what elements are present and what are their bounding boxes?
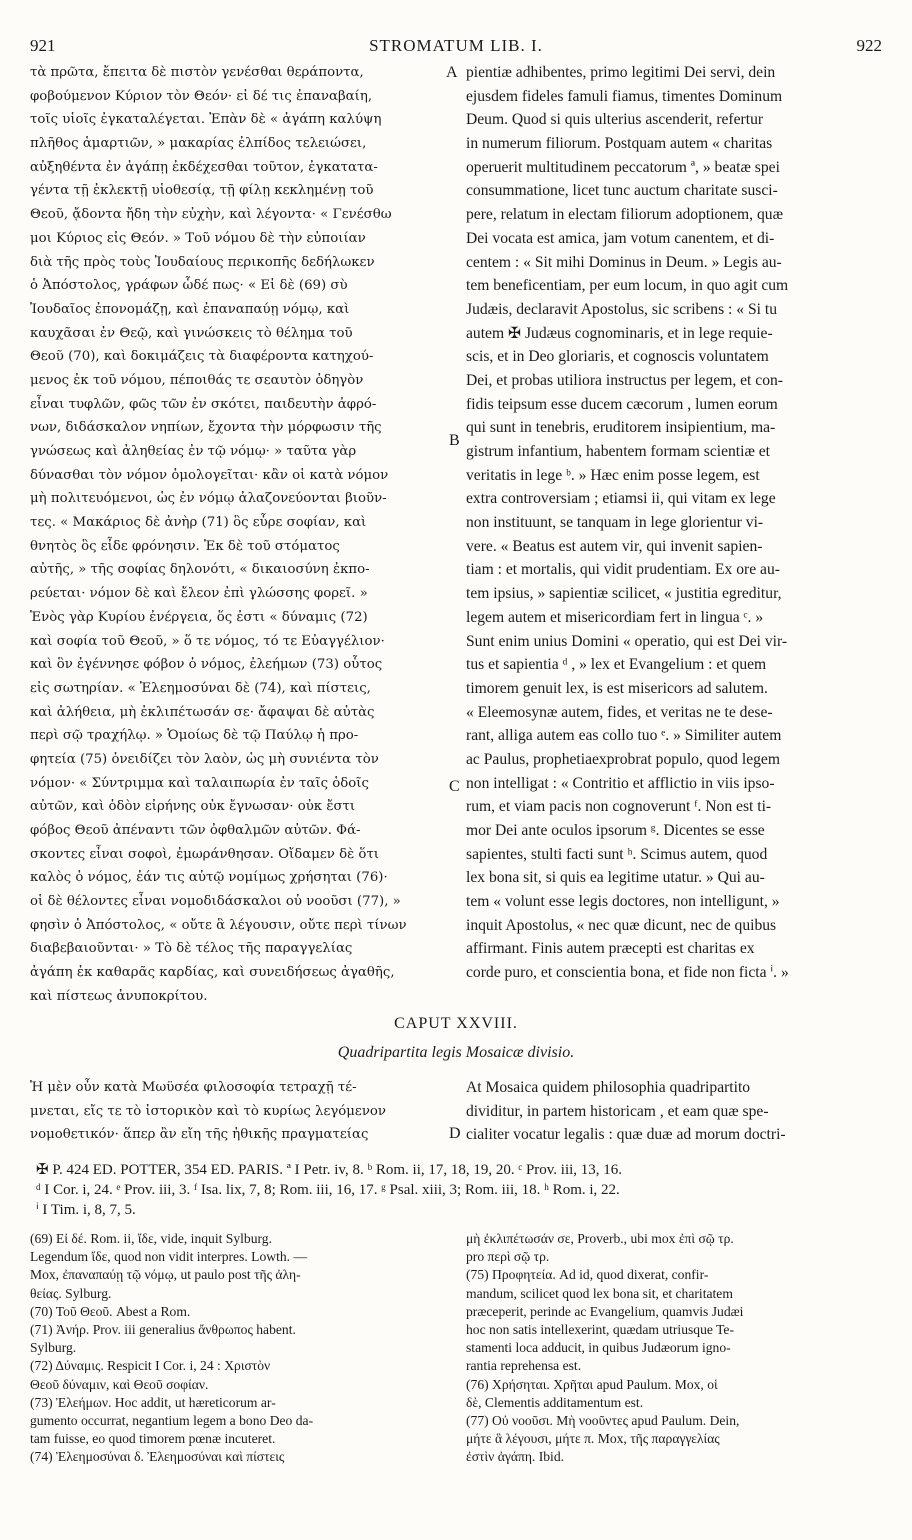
footnote-line: θείας. Sylburg. [30, 1285, 112, 1301]
greek-text-line: νόμον· « Σύντριμμα καὶ ταλαιπωρία ἐν ταῖς ὁδοῖς [30, 775, 369, 791]
latin-text-line: inquit Apostolus, « nec quæ dicunt, nec de quibus [466, 916, 777, 934]
greek-text-line: μενος ἐκ τοῦ νόμου, πέποιθάς τε σεαυτὸν ὁδηγὸν [30, 372, 364, 388]
latin-column-chapter [466, 1076, 884, 1147]
reference-line: ✠ P. 424 ED. POTTER, 354 ED. PARIS. ª I Petr. iv, 8. ᵇ Rom. ii, 17, 18, 19, 20. ᶜ Prov. iii, 13, 16. [36, 1162, 623, 1178]
footnote-line: (72) Δύναμις. Respicit I Cor. i, 24 : Χριστὸν [30, 1358, 271, 1374]
latin-text-line: extra controversiam ; etiamsi ii, qui vitam ex lege [466, 490, 776, 508]
greek-text-line: τὰ πρῶτα, ἔπειτα δὲ πιστὸν γενέσθαι θεράποντα, [30, 65, 364, 80]
latin-text-line: At Mosaica quidem philosophia quadripartito [466, 1079, 751, 1096]
latin-text-line: timorem genuit lex, is est misericors ad salutem. [466, 679, 768, 697]
greek-text-line: πλῆθος ἁμαρτιῶν, » μακαρίας ἐλπίδος τελειώσει, [30, 136, 367, 152]
footnote-line: Mox, ἐπαναπαύῃ τῷ νόμῳ, ut paulo post τῆς ἀλη- [30, 1267, 301, 1283]
chapter-subtitle: Quadripartita legis Mosaicæ divisio. [337, 1044, 575, 1061]
latin-text-line: in numerum filiorum. Postquam autem « charitas [466, 135, 773, 153]
greek-text-line: καλὸς ὁ νόμος, ἐάν τις αὐτῷ νομίμως χρήσηται (76)· [30, 870, 388, 886]
footnote-line: (75) Προφητεία. Ad id, quod dixerat, confir- [466, 1267, 709, 1283]
margin-marker-c: C [449, 778, 460, 795]
greek-text-line: Ἡ μὲν οὖν κατὰ Μωϋσέα φιλοσοφία τετραχῇ τέ- [30, 1080, 357, 1095]
greek-text-line: γνώσεως καὶ ἀληθείας ἐν τῷ νόμῳ· » ταῦτα γὰρ [30, 444, 357, 459]
greek-text-line: ἀγάπη ἐκ καθαρᾶς καρδίας, καὶ συνειδήσεως ἀγαθῆς, [30, 965, 395, 981]
margin-marker-a: A [446, 64, 458, 81]
greek-text-line: φοβούμενον Κύριον τὸν Θεόν· εἰ δέ τις ἐπαναβαίη, [30, 88, 373, 104]
page-number-right: 922 [856, 36, 882, 55]
footnote-line: tam fuisse, eo quod timorem pœnæ incuteret. [30, 1431, 276, 1447]
latin-text-line: rum, et viam pacis non cognoverunt ᶠ. Non est ti- [466, 798, 772, 816]
footnote-line: (77) Οὐ νοοῦσι. Μὴ νοοῦντες apud Paulum. Dein, [466, 1412, 740, 1428]
running-header [30, 36, 882, 60]
latin-text-line: tem beneficentiam, per eum locum, in quo agit cum [466, 277, 789, 295]
greek-column [30, 61, 450, 1009]
latin-text-line: Judæis, declaravit Apostolus, sic scribens : « Si tu [466, 300, 777, 318]
latin-text-line: sapientes, stulti facti sunt ʰ. Scimus autem, quod [466, 845, 768, 863]
footnote-line: (73) Ἐλεήμων. Hoc addit, ut hæreticorum ar- [30, 1394, 276, 1410]
greek-text-line: αὐτῆς, » τῆς σοφίας δηλονότι, « δικαιοσύνη ἐκπο- [30, 562, 370, 578]
footnote-line: mandum, scilicet quod lex bona sit, et charitatem [466, 1285, 733, 1301]
latin-column [466, 61, 884, 985]
greek-text-line: δύνασθαι τὸν νόμον ὁμολογεῖται· κἂν οἱ κατὰ νόμον [30, 467, 389, 483]
footnote-line: Legendum ἴδε, quod non vidit interpres. Lowth. — [30, 1249, 308, 1265]
latin-text-line: non instituunt, se tanquam in lege glorientur vi- [466, 514, 764, 532]
latin-text-line: legem autem et misericordiam fert in lingua ᶜ. » [466, 608, 764, 626]
latin-text-line: rant, alliga autem eas collo tuo ᵉ. » Similiter autem [466, 727, 782, 745]
latin-text-line: lex bona sit, si quis ea legitime utatur. » Qui au- [466, 869, 765, 887]
greek-text-line: θνητὸς ὃς εἶδε φρόνησιν. Ἐκ δὲ τοῦ στόματος [30, 538, 340, 554]
greek-text-line: ρεύεται· νόμον δὲ καὶ ἔλεον ἐπὶ γλώσσης φορεῖ. » [30, 586, 368, 602]
footnote-line: pro περὶ σῷ τρ. [466, 1249, 550, 1265]
greek-text-line: Ἰουδαῖος ἐπονομάζῃ, καὶ ἐπαναπαύῃ νόμῳ, καὶ [30, 301, 350, 317]
greek-text-line: καὶ πίστεως ἀνυποκρίτου. [30, 988, 208, 1004]
latin-text-line: mor Dei ante oculos ipsorum ᵍ. Dicentes se esse [466, 822, 765, 839]
greek-text-line: εἶναι τυφλῶν, φῶς τῶν ἐν σκότει, παιδευτὴν ἀφρό- [30, 396, 377, 412]
margin-marker-d: D [449, 1125, 461, 1142]
latin-text-line: fidis teipsum esse ducem cæcorum , lumen eorum [466, 395, 778, 413]
latin-text-line: ejusdem fideles famuli fiamus, timentes Dominum [466, 87, 783, 105]
reference-line: ᵈ I Cor. i, 24. ᵉ Prov. iii, 3. ᶠ Isa. lix, 7, 8; Rom. iii, 16, 17. ᵍ Psal. xiii, 3; Rom. iii, 18. ʰ Rom. i, 22. [36, 1182, 620, 1198]
greek-text-line: οἱ δὲ θέλοντες εἶναι νομοδιδάσκαλοι οὐ νοοῦσι (77), » [30, 894, 401, 910]
greek-text-line: νων, διδάσκαλον νηπίων, ἔχοντα τὴν μόρφωσιν τῆς [30, 420, 382, 436]
footnote-line: præceperit, perinde ac Evangelium, quamvis Judæi [466, 1303, 744, 1319]
latin-text-line: non intelligat : « Contritio et afflictio in viis ipso- [466, 774, 775, 792]
latin-text-line: veritatis in lege ᵇ. » Hæc enim posse legem, est [466, 466, 760, 484]
greek-text-line: περὶ σῷ τραχήλῳ. » Ὁμοίως δὲ τῷ Παύλῳ ἡ προ- [30, 728, 359, 744]
latin-text-line: tus et sapientia ᵈ , » lex et Evangelium : et quem [466, 656, 767, 674]
latin-text-line: tiam : et mortalis, qui vidit prudentiam. Ex ore au- [466, 561, 780, 579]
greek-text-line: μὴ πολιτευόμενοι, ὡς ἐν νόμῳ ἀλαζονεύονται βιοῦν- [30, 491, 387, 507]
page-number-left: 921 [30, 36, 56, 55]
footnote-line: gumento occurrat, negantium legem a bono Deo da- [30, 1412, 314, 1428]
greek-text-line: εἰς σωτηρίαν. « Ἐλεημοσύναι δὲ (74), καὶ πίστεις, [30, 680, 371, 696]
latin-text-line: autem ✠ Judæus cognominaris, et in lege requie- [466, 324, 773, 342]
greek-text-line: τες. « Μακάριος δὲ ἀνὴρ (71) ὃς εὗρε σοφίαν, καὶ [30, 515, 367, 531]
footnotes-right [466, 1230, 886, 1466]
greek-text-line: σκοντες εἶναι σοφοὶ, ἐμωράνθησαν. Οἴδαμεν δὲ ὅτι [30, 846, 380, 862]
greek-column-chapter [30, 1076, 450, 1147]
greek-text-line: καυχᾶσαι ἐν Θεῷ, καὶ γινώσκεις τὸ θέλημα τοῦ [30, 325, 353, 341]
latin-text-line: operuerit multitudinem peccatorum ª, » beatæ spei [466, 158, 780, 176]
greek-text-line: καὶ σοφία τοῦ Θεοῦ, » ὅ τε νόμος, τό τε Εὐαγγέλιον· [30, 633, 385, 649]
greek-text-line: φόβος Θεοῦ ἀπέναντι τῶν ὀφθαλμῶν αὐτῶν. Φά- [30, 823, 361, 838]
reference-line: ⁱ I Tim. i, 8, 7, 5. [36, 1202, 136, 1218]
latin-text-line: pere, relatum in electam filiorum adoptionem, quæ [466, 206, 783, 224]
footnote-line: (70) Τοῦ Θεοῦ. Abest a Rom. [30, 1303, 191, 1319]
greek-text-line: φησὶν ὁ Ἀπόστολος, « οὔτε ἃ λέγουσιν, οὔτε περὶ τίνων [30, 917, 407, 933]
scripture-references [36, 1160, 886, 1220]
greek-text-line: Θεοῦ, ᾄδοντα ἤδη τὴν εὐχὴν, καὶ λέγοντα· « Γενέσθω [30, 207, 392, 223]
running-title: STROMATUM LIB. I. [369, 36, 543, 55]
footnote-line: Sylburg. [30, 1340, 77, 1356]
greek-text-line: νομοθετικόν· ἅπερ ἂν εἴη τῆς ἠθικῆς πραγματείας [30, 1127, 369, 1143]
footnote-line: rantia reprehensa est. [466, 1358, 582, 1374]
greek-text-line: αὐτῶν, καὶ ὁδὸν εἰρήνης οὐκ ἔγνωσαν· οὐκ ἔστι [30, 799, 356, 815]
footnote-line: Θεοῦ δύναμιν, καὶ Θεοῦ σοφίαν. [30, 1376, 209, 1392]
footnote-line: μὴ ἐκλιπέτωσάν σε, Proverb., ubi mox ἐπὶ σῷ τρ. [466, 1231, 734, 1246]
latin-text-line: pientiæ adhibentes, primo legitimi Dei servi, dein [466, 64, 776, 81]
footnote-line: (74) Ἐλεημοσύναι δ. Ἐλεημοσύναι καὶ πίστεις [30, 1449, 285, 1465]
footnote-line: μήτε ἃ λέγουσι, μήτε π. Mox, τῆς παραγγελίας [466, 1431, 720, 1447]
latin-text-line: tem ipsius, » sapientiæ scilicet, « justitia egreditur, [466, 585, 782, 603]
latin-text-line: Deum. Quod si quis ulterius ascenderit, refertur [466, 111, 764, 129]
greek-text-line: καὶ ὃν ἐγέννησε φόβον ὁ νόμος, ἐλεήμων (73) οὗτος [30, 657, 383, 673]
latin-text-line: Dei vocata est amica, jam votum canentem, et di- [466, 229, 775, 247]
latin-text-line: qui sunt in tenebris, eruditorem insipientium, ma- [466, 419, 776, 437]
greek-text-line: γέντα τῇ ἐκλεκτῇ υἱοθεσίᾳ, τῇ φίλῃ κεκλημένῃ τοῦ [30, 183, 374, 199]
greek-text-line: διὰ τῆς πρὸς τοὺς Ἰουδαίους περικοπῆς δεδήλωκεν [30, 254, 375, 270]
latin-text-line: consummatione, licet tunc auctum charitate susci- [466, 182, 778, 200]
margin-marker-b: B [449, 432, 460, 449]
greek-text-line: τοῖς υἱοῖς ἐγκαταλέγεται. Ἐπὰν δὲ « ἀγάπη καλύψη [30, 112, 382, 128]
footnotes-left [30, 1230, 450, 1466]
footnote-line: (69) Εἰ δέ. Rom. ii, ἴδε, vide, inquit Sylburg. [30, 1231, 272, 1246]
latin-text-line: centem : « Sit mihi Dominus in Deum. » Legis au- [466, 253, 782, 271]
footnote-line: (71) Ἀνήρ. Prov. iii generalius ἄνθρωπος habent. [30, 1321, 296, 1337]
greek-text-line: καὶ ἀλήθεια, μὴ ἐκλιπέτωσάν σε· ἄφαψαι δὲ αὐτὰς [30, 704, 375, 720]
chapter-title: CAPUT XXVIII. [394, 1015, 518, 1032]
latin-text-line: gistrum infantium, habentem formam scientiæ et [466, 443, 771, 460]
footnote-line: stamenti loca adducit, in quibus Judæorum igno- [466, 1340, 731, 1356]
latin-text-line: Dei, et probas utiliora instructus per legem, et con- [466, 371, 783, 389]
greek-text-line: φητεία (75) ὀνειδίζει τὸν λαὸν, ὡς μὴ συνιέντα τὸν [30, 751, 379, 767]
footnote-line: ἐστὶν ἀγάπη. Ibid. [466, 1449, 565, 1465]
greek-text-line: Ἑνὸς γὰρ Κυρίου ἐνέργεια, ὅς ἐστι « δύναμις (72) [30, 609, 368, 625]
footnote-line: (76) Χρήσηται. Χρῆται apud Paulum. Mox, οἱ [466, 1376, 718, 1392]
greek-text-line: ὁ Ἀπόστολος, γράφων ὧδέ πως· « Εἰ δὲ (69) σὺ [30, 278, 348, 294]
latin-text-line: Sunt enim unius Domini « operatio, qui est Dei vir- [466, 632, 788, 650]
latin-text-line: cialiter vocatur legalis : quæ duæ ad morum doctri- [466, 1126, 786, 1144]
greek-text-line: αὐξηθέντα ἐν ἀγάπῃ ἐκδέχεσθαι τοῦτον, ἐγκατατα- [30, 159, 378, 175]
greek-text-line: διαβεβαιοῦνται· » Τὸ δὲ τέλος τῆς παραγγελίας [30, 941, 353, 957]
greek-text-line: μνεται, εἴς τε τὸ ἱστορικὸν καὶ τὸ κυρίως λεγόμενον [30, 1103, 386, 1119]
greek-text-line: μοι Κύριος εἰς Θεόν. » Τοῦ νόμου δὲ τὴν εὐποιίαν [30, 230, 366, 246]
latin-text-line: dividitur, in partem historicam , et eam quæ spe- [466, 1102, 769, 1120]
latin-text-line: vere. « Beatus est autem vir, qui invenit sapien- [466, 537, 763, 555]
latin-text-line: « Eleemosynæ autem, fides, et veritas ne te dese- [466, 703, 773, 721]
latin-text-line: ac Paulus, prophetiaexprobrat populo, quod legem [466, 750, 780, 768]
latin-text-line: tem « volunt esse legis doctores, non intelligunt, » [466, 893, 780, 911]
latin-text-line: corde puro, et conscientia bona, et fide non ficta ⁱ. » [466, 964, 789, 982]
latin-text-line: scis, et in Deo gloriaris, et cognoscis voluntatem [466, 348, 769, 366]
footnote-line: δὲ, Clementis additamentum est. [466, 1394, 644, 1410]
footnote-line: hoc non satis intellexerint, quædam utriusque Te- [466, 1321, 734, 1337]
latin-text-line: affirmant. Finis autem præcepti est charitas ex [466, 940, 755, 958]
greek-text-line: Θεοῦ (70), καὶ δοκιμάζεις τὰ διαφέροντα κατηχού- [30, 349, 374, 365]
